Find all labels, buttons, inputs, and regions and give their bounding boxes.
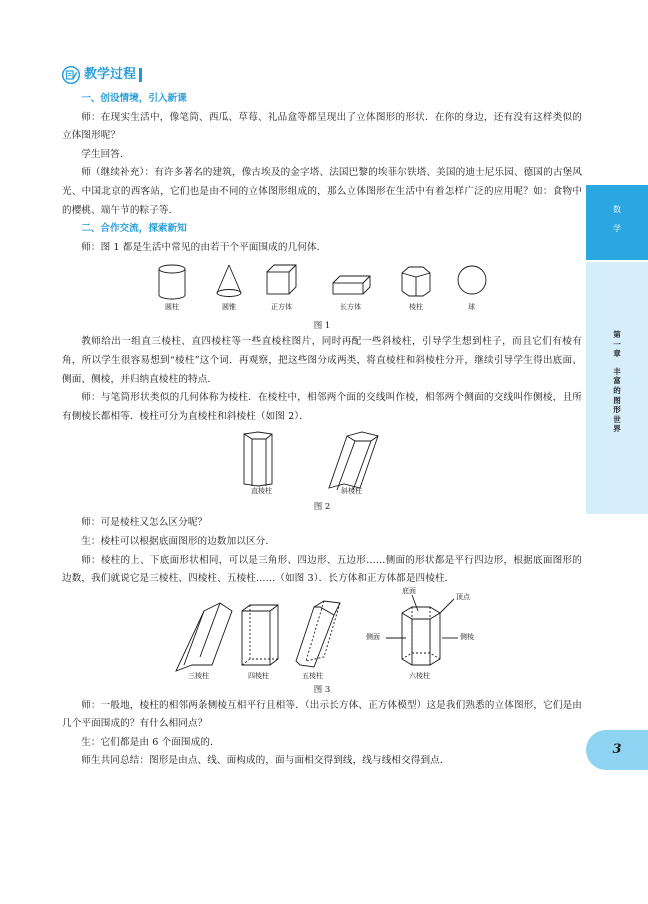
figure-1-label: 棱柱 (409, 303, 423, 312)
sidebar-subject-char: 学 (613, 224, 621, 233)
sidebar-subject (586, 200, 648, 238)
section-heading: 一、创设情境，引入新课 (81, 93, 187, 104)
figure-1-label: 长方体 (340, 303, 361, 312)
paragraph: 师：与笔筒形状类似的几何体称为棱柱．在棱柱中，相邻两个面的交线叫作棱，相邻两个侧面的交线叫作侧棱，且所有侧棱长都相等．棱柱可分为直棱柱和斜棱柱（如图 2）． (62, 392, 582, 422)
paragraph: 师生共同总结：图形是由点、线、面构成的，面与面相交得到线，线与线相交得到点． (81, 755, 450, 767)
figure-3-prisms (62, 593, 582, 681)
vertex-callout: 顶点 (456, 592, 470, 601)
figure-1 (62, 261, 582, 317)
sidebar-subject-char: 数 (613, 205, 621, 214)
chapter-char: 世 (613, 414, 621, 424)
figure-2 (62, 430, 582, 498)
figure-1-label: 球 (468, 303, 475, 312)
section-header (62, 64, 582, 86)
side-edge-callout: 侧棱 (460, 632, 474, 641)
paragraph: 师：在现实生活中，像笔筒、西瓜、草莓、礼品盒等都呈现出了立体图形的形状．在你的身边，还有没有这样类似的立体图形呢？ (62, 111, 582, 142)
paragraph: 师：图 1 都是生活中常见的由若干个平面围成的几何体． (81, 241, 327, 253)
paragraph: 生：它们都是由 6 个面围成的． (81, 736, 220, 748)
paragraph: 生：棱柱可以根据底面图形的边数加以区分． (81, 535, 276, 547)
paragraph: 师（继续补充）：有许多著名的建筑，像古埃及的金字塔、法国巴黎的埃菲尔铁塔、美国的迪士尼乐园、德国的古堡风光、中国北京的西客站，它们也是由不同的立体图形组成的，那么立体图形在生活中有着怎样广泛的应用呢？如：食物中的樱桃、端午节的粽子等． (62, 167, 582, 216)
main-content (62, 64, 582, 771)
chapter-char: 丰 (613, 366, 621, 376)
sidebar-chapter (586, 330, 648, 434)
figure-1-solids (62, 261, 582, 317)
paragraph: 师：可是棱柱又怎么区分呢？ (81, 517, 208, 529)
base-callout: 底面 (402, 586, 416, 595)
chapter-gap (586, 359, 648, 367)
chapter-char: 富 (613, 376, 621, 386)
figure-2-prisms (62, 430, 582, 498)
chapter-char: 第 (613, 330, 621, 339)
chapter-char: 的 (613, 385, 621, 395)
header-title: 教学过程 (84, 66, 137, 82)
chapter-char: 形 (613, 405, 621, 415)
figure-2-label: 直棱柱 (251, 487, 272, 496)
chapter-char: 一 (613, 339, 621, 349)
figure-3-label: 三棱柱 (188, 671, 209, 680)
figure-3-label: 五棱柱 (302, 671, 323, 680)
figure-3 (62, 586, 582, 681)
paragraph: 师：一般地，棱柱的相邻两条侧棱互相平行且相等．（出示长方体、正方体模型）这是我们熟悉的立体图形，它们是由几个平面围成的？有什么相同点？ (62, 699, 582, 730)
section-heading: 二、合作交流，探索新知 (81, 223, 187, 235)
chapter-char: 图 (613, 395, 621, 405)
figure-1-label: 圆锥 (222, 303, 236, 312)
figure-2-caption: 图 2 (313, 502, 331, 513)
figure-1-caption: 图 1 (313, 321, 331, 332)
figure-1-label: 正方体 (271, 303, 292, 312)
chapter-char: 界 (613, 424, 621, 434)
paragraph: 学生回答． (81, 148, 130, 160)
paragraph: 师：棱柱的上、下底面形状相同，可以是三角形、四边形、五边形……侧面的形状都是平行四边形，根据底面图形的边数，我们就说它是三棱柱、四棱柱、五棱柱……（如图 3）．长方体和正方体都是四棱柱． (62, 554, 582, 585)
figure-3-label: 四棱柱 (248, 671, 269, 680)
header-bar (139, 68, 142, 82)
pencil-note-icon (62, 66, 80, 84)
chapter-char: 章 (613, 349, 621, 359)
figure-3-label: 六棱柱 (409, 671, 430, 680)
paragraph: 教师给出一组直三棱柱、直四棱柱等一些直棱柱图片，同时再配一些斜棱柱，引导学生想到柱子，而且它们有棱有角，所以学生很容易想到“棱柱”这个词．再观察，把这些图分成两类，将直棱柱和斜棱柱分开，继续引导学生得出底面、侧面、侧棱，并归纳直棱柱的特点． (62, 336, 582, 385)
page-number: 3 (612, 742, 622, 757)
side-face-callout: 侧面 (366, 632, 380, 641)
figure-3-caption: 图 3 (313, 684, 331, 695)
figure-1-label: 圆柱 (165, 303, 179, 312)
figure-2-label: 斜棱柱 (341, 487, 362, 496)
